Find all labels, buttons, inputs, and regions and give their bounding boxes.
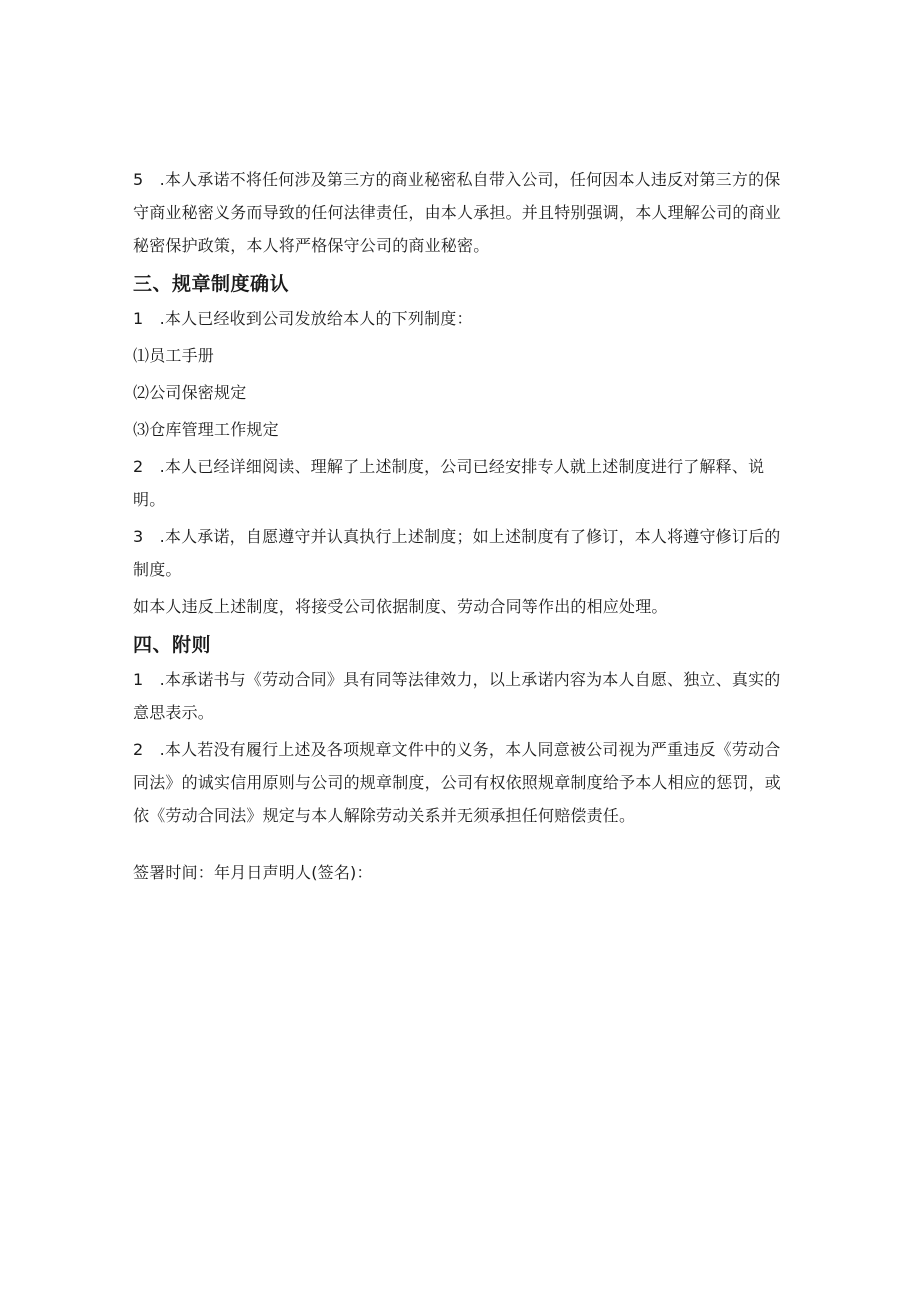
document-body: [133, 163, 793, 889]
section-3-item-3: ⑶仓库管理工作规定: [133, 420, 279, 439]
section-4-paragraph-2: 2 .本人若没有履行上述及各项规章文件中的义务，本人同意被公司视为严重违反《劳动合同法》的诚实信用原则与公司的规章制度，公司有权依照规章制度给予本人相应的惩罚，或依《劳动合同法》规定与本人解除劳动关系并无须承担任何赔偿责任。: [133, 740, 782, 825]
section-3-paragraph-3: 3 .本人承诺，自愿遵守并认真执行上述制度；如上述制度有了修订，本人将遵守修订后的制度。: [133, 527, 781, 579]
signature-line: 签署时间：年月日声明人(签名)：: [133, 863, 373, 882]
spacer: [133, 832, 793, 856]
section-3-item-1: ⑴员工手册: [133, 346, 215, 365]
section-4-title: 四、附则: [133, 634, 212, 656]
section-3-item-2: ⑵公司保密规定: [133, 383, 247, 402]
section-4-paragraph-1: 1 .本承诺书与《劳动合同》具有同等法律效力，以上承诺内容为本人自愿、独立、真实的意思表示。: [133, 670, 781, 722]
section-3-paragraph-1: 1 .本人已经收到公司发放给本人的下列制度：: [133, 309, 473, 328]
paragraph-5: 5 .本人承诺不将任何涉及第三方的商业秘密私自带入公司，任何因本人违反对第三方的保守商业秘密义务而导致的任何法律责任，由本人承担。并且特别强调，本人理解公司的商业秘密保护政策，本人将严格保守公司的商业秘密。: [133, 170, 782, 255]
section-3-paragraph-4: 如本人违反上述制度，将接受公司依据制度、劳动合同等作出的相应处理。: [133, 597, 668, 616]
section-3-paragraph-2: 2 .本人已经详细阅读、理解了上述制度，公司已经安排专人就上述制度进行了解释、说明。: [133, 457, 765, 509]
section-3-title: 三、规章制度确认: [133, 273, 290, 295]
